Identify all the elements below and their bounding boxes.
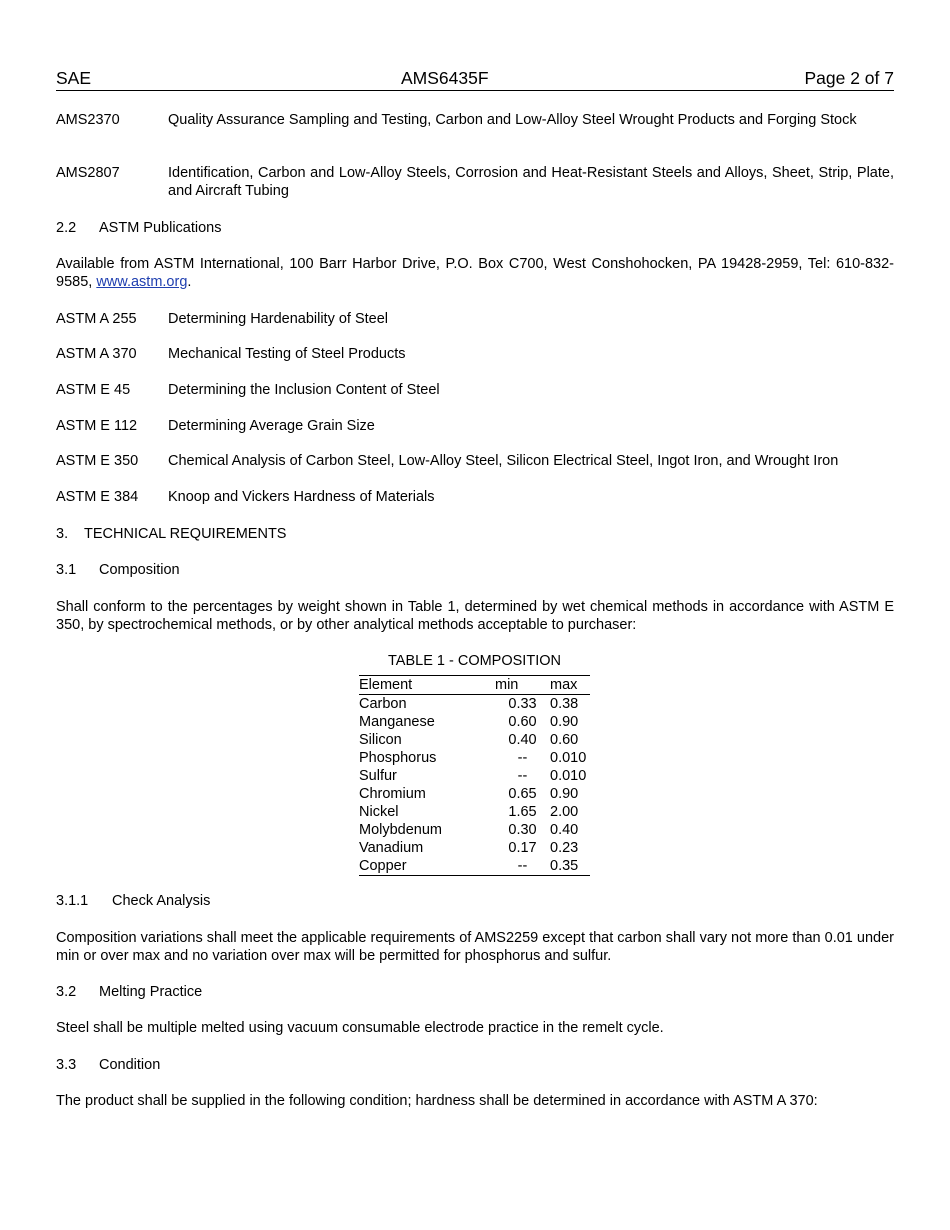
table-row <box>359 785 590 803</box>
header-page-number: Page 2 of 7 <box>804 68 894 88</box>
ref-code: AMS2807 <box>56 165 120 181</box>
ref-title: Determining the Inclusion Content of Steel <box>168 382 440 398</box>
astm-website-link[interactable]: www.astm.org <box>96 274 188 290</box>
ref-title: Identification, Carbon and Low-Alloy Steels, Corrosion and Heat-Resistant Steels and Alloys, Sheet, Strip, Plate, and Aircraft Tubing <box>168 165 894 199</box>
min-cell: 0.60 <box>508 714 537 730</box>
check-analysis-paragraph: Composition variations shall meet the applicable requirements of AMS2259 except that carbon shall vary not more than 0.01 under min or over max and no variation over max will be permitted for phosphorus and sulfur. <box>56 930 894 964</box>
ref-code: ASTM A 255 <box>56 311 137 327</box>
column-header-element: Element <box>359 676 495 695</box>
max-cell: 0.60 <box>550 732 579 748</box>
min-cell: -- <box>517 768 528 784</box>
column-header-min: min <box>495 676 550 695</box>
section-title: Condition <box>99 1057 161 1073</box>
header-org: SAE <box>56 68 92 88</box>
table-row <box>359 839 590 857</box>
min-cell: 0.17 <box>508 840 537 856</box>
composition-table <box>359 675 590 876</box>
availability-text: Available from ASTM International, 100 Barr Harbor Drive, P.O. Box C700, West Conshohocken, PA 19428-2959, Tel: 610-832-9585, <box>56 256 894 290</box>
section-title: Check Analysis <box>112 893 211 909</box>
ref-title: Determining Hardenability of Steel <box>168 311 389 327</box>
table-row <box>359 821 590 839</box>
table-row <box>359 803 590 821</box>
min-cell: 0.33 <box>508 696 537 712</box>
max-cell: 0.90 <box>550 786 579 802</box>
min-cell: 0.65 <box>508 786 537 802</box>
composition-paragraph: Shall conform to the percentages by weight shown in Table 1, determined by wet chemical methods in accordance with ASTM E 350, by spectrochemical methods, or by other analytical methods acceptable to purchaser: <box>56 599 894 633</box>
section-title: TECHNICAL REQUIREMENTS <box>84 526 287 542</box>
max-cell: 0.40 <box>550 822 579 838</box>
max-cell: 0.23 <box>550 840 579 856</box>
melting-practice-paragraph: Steel shall be multiple melted using vacuum consumable electrode practice in the remelt cycle. <box>56 1020 664 1036</box>
ref-title: Determining Average Grain Size <box>168 418 375 434</box>
ref-title: Knoop and Vickers Hardness of Materials <box>168 489 435 505</box>
section-number: 2.2 <box>56 220 77 236</box>
element-cell: Vanadium <box>359 840 424 856</box>
ref-code: ASTM E 45 <box>56 382 131 398</box>
section-title: Composition <box>99 562 180 578</box>
table-row <box>359 713 590 731</box>
element-cell: Phosphorus <box>359 750 437 766</box>
element-cell: Carbon <box>359 696 407 712</box>
section-number: 3.1 <box>56 562 77 578</box>
section-number: 3.3 <box>56 1057 77 1073</box>
section-number: 3. <box>56 526 69 542</box>
element-cell: Copper <box>359 857 495 876</box>
element-cell: Manganese <box>359 714 435 730</box>
max-cell: 0.010 <box>550 768 587 784</box>
element-cell: Silicon <box>359 732 402 748</box>
max-cell: 0.010 <box>550 750 587 766</box>
ref-title: Quality Assurance Sampling and Testing, Carbon and Low-Alloy Steel Wrought Products and Forging Stock <box>168 112 857 128</box>
table-row <box>359 695 590 714</box>
column-header-max: max <box>550 676 590 695</box>
min-cell: 1.65 <box>508 804 537 820</box>
max-cell: 0.90 <box>550 714 579 730</box>
min-cell: -- <box>517 750 528 766</box>
table-row <box>359 731 590 749</box>
min-cell: -- <box>495 857 550 876</box>
section-number: 3.2 <box>56 984 77 1000</box>
ref-code: ASTM A 370 <box>56 346 137 362</box>
table-row <box>359 857 590 876</box>
availability-end: . <box>187 274 192 290</box>
element-cell: Sulfur <box>359 768 397 784</box>
ref-code: ASTM E 112 <box>56 418 138 434</box>
availability-paragraph <box>56 255 894 291</box>
element-cell: Nickel <box>359 804 399 820</box>
ref-title: Mechanical Testing of Steel Products <box>168 346 406 362</box>
element-cell: Chromium <box>359 786 426 802</box>
section-number: 3.1.1 <box>56 893 89 909</box>
ref-code: ASTM E 384 <box>56 489 139 505</box>
max-cell: 0.38 <box>550 696 579 712</box>
page-header <box>56 68 894 91</box>
condition-paragraph: The product shall be supplied in the following condition; hardness shall be determined in accordance with ASTM A 370: <box>56 1093 818 1109</box>
ref-title: Chemical Analysis of Carbon Steel, Low-Alloy Steel, Silicon Electrical Steel, Ingot Iron, and Wrought Iron <box>168 453 839 469</box>
max-cell: 2.00 <box>550 804 579 820</box>
table-caption: TABLE 1 - COMPOSITION <box>388 653 561 669</box>
table-row <box>359 749 590 767</box>
section-title: ASTM Publications <box>99 220 222 236</box>
ref-code: AMS2370 <box>56 112 120 128</box>
min-cell: 0.40 <box>508 732 537 748</box>
table-row <box>359 767 590 785</box>
ref-code: ASTM E 350 <box>56 453 139 469</box>
section-title: Melting Practice <box>99 984 203 1000</box>
max-cell: 0.35 <box>550 857 590 876</box>
min-cell: 0.30 <box>508 822 537 838</box>
table-header-row <box>359 676 590 695</box>
element-cell: Molybdenum <box>359 822 443 838</box>
header-doc-number: AMS6435F <box>401 68 489 88</box>
